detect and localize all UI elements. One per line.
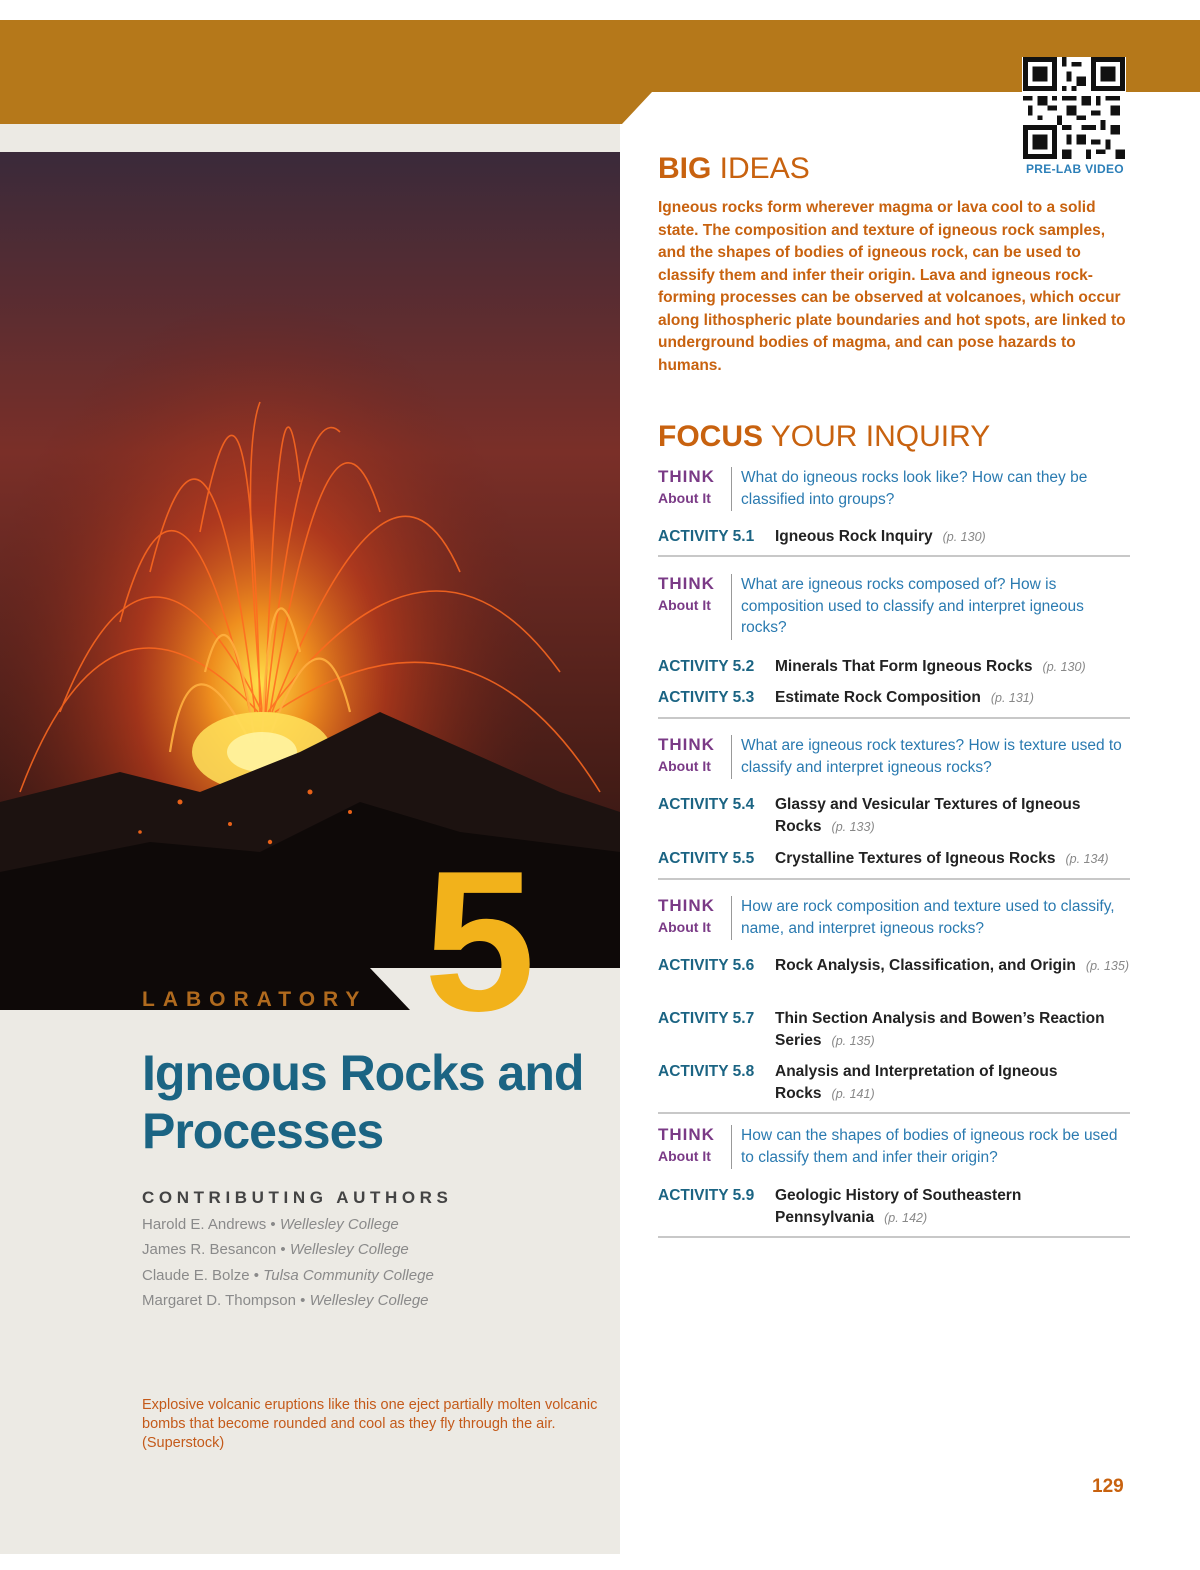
think-about-it-block (658, 467, 1128, 513)
activity-page: (p. 141) (831, 1087, 875, 1101)
activity-page: (p. 133) (831, 820, 875, 834)
activity-number: ACTIVITY 5.8 (658, 1063, 755, 1080)
think-about-it-block (658, 735, 1128, 781)
think-question: What are igneous rocks composed of? How is composition used to classify and interpret igneous rocks? (741, 576, 1084, 636)
think-about-it-block (658, 1125, 1128, 1171)
think-question: What are igneous rock textures? How is texture used to classify and interpret igneous rocks? (741, 737, 1122, 776)
activity-number: ACTIVITY 5.5 (658, 850, 755, 867)
chapter-title-line-1: Igneous Rocks and (142, 1045, 584, 1101)
activity-number: ACTIVITY 5.7 (658, 1010, 755, 1027)
qr-code[interactable] (1022, 57, 1126, 159)
about-it-label: About It (658, 1148, 711, 1164)
activity-page: (p. 135) (831, 1034, 875, 1048)
about-it-label: About It (658, 919, 711, 935)
activity-title: Rock Analysis, Classification, and Origin (775, 957, 1076, 974)
activity-number: ACTIVITY 5.6 (658, 957, 755, 974)
activity-number: ACTIVITY 5.4 (658, 796, 755, 813)
activity-title: Geologic History of Southeastern Pennsylvania (775, 1187, 1022, 1226)
think-divider (731, 735, 732, 779)
activity-title: Crystalline Textures of Igneous Rocks (775, 850, 1056, 867)
activity-title: Glassy and Vesicular Textures of Igneous Rocks (775, 796, 1081, 835)
think-divider (731, 1125, 732, 1169)
about-it-label: About It (658, 758, 711, 774)
think-about-it-block (658, 574, 1128, 642)
chapter-title (142, 1044, 612, 1160)
activity-title: Estimate Rock Composition (775, 689, 981, 706)
think-about-it-block (658, 896, 1128, 942)
think-label: THINK (658, 574, 715, 593)
activity-title: Igneous Rock Inquiry (775, 528, 933, 545)
think-label: THINK (658, 1125, 715, 1144)
think-label: THINK (658, 467, 715, 486)
big-ideas-text: Igneous rocks form wherever magma or lava cool to a solid state. The composition and texture of igneous rock samples, and the shapes of bodies of igneous rock, can be used to classify them and infer their origin. Lava and igneous rock-forming processes can be observed at volcanoes, which occur along lithospheric plate boundaries and hot spots, are linked to underground bodies of magma, and can pose hazards to humans. (658, 199, 1126, 374)
think-label: THINK (658, 896, 715, 915)
activity-page: (p. 130) (1042, 660, 1086, 674)
activity-page: (p. 135) (1085, 959, 1129, 973)
page-number: 129 (1092, 1476, 1124, 1497)
section-divider (658, 1112, 1130, 1114)
think-question: How can the shapes of bodies of igneous rock be used to classify them and infer their origin? (741, 1127, 1118, 1166)
activity-page: (p. 130) (942, 530, 986, 544)
think-question: What do igneous rocks look like? How can they be classified into groups? (741, 469, 1088, 508)
photo-caption: Explosive volcanic eruptions like this one eject partially molten volcanic bombs that become rounded and cool as they fly through the air. (Superstock) (142, 1397, 598, 1451)
activity-number: ACTIVITY 5.9 (658, 1187, 755, 1204)
activity-number: ACTIVITY 5.3 (658, 689, 755, 706)
chapter-title-line-2: Processes (142, 1103, 384, 1159)
activity-page: (p. 142) (884, 1211, 928, 1225)
chapter-number: 5 (424, 830, 532, 1053)
section-divider (658, 555, 1130, 557)
about-it-label: About It (658, 597, 711, 613)
think-divider (731, 574, 732, 640)
section-divider (658, 717, 1130, 719)
laboratory-label: LABORATORY (142, 988, 368, 1011)
activity-title: Minerals That Form Igneous Rocks (775, 658, 1033, 675)
activity-title: Thin Section Analysis and Bowen’s Reaction Series (775, 1010, 1105, 1049)
think-label: THINK (658, 735, 715, 754)
activity-title: Analysis and Interpretation of Igneous Rocks (775, 1063, 1058, 1102)
activity-page: (p. 131) (990, 691, 1034, 705)
contributing-authors-heading: CONTRIBUTING AUTHORS (142, 1188, 453, 1207)
activity-page: (p. 134) (1065, 852, 1109, 866)
pre-lab-video-label[interactable]: PRE-LAB VIDEO (1026, 162, 1124, 176)
think-divider (731, 896, 732, 940)
big-ideas-heading: BIG IDEAS (658, 152, 810, 185)
focus-inquiry-heading: FOCUS YOUR INQUIRY (658, 420, 991, 453)
author-item: Claude E. Bolze • Tulsa Community College (142, 1267, 434, 1284)
think-divider (731, 467, 732, 511)
author-item: Harold E. Andrews • Wellesley College (142, 1216, 399, 1233)
section-divider (658, 878, 1130, 880)
activity-number: ACTIVITY 5.1 (658, 528, 755, 545)
author-item: James R. Besancon • Wellesley College (142, 1241, 409, 1258)
section-divider (658, 1236, 1130, 1238)
think-question: How are rock composition and texture used to classify, name, and interpret igneous rocks? (741, 898, 1115, 937)
activity-number: ACTIVITY 5.2 (658, 658, 755, 675)
author-item: Margaret D. Thompson • Wellesley College (142, 1292, 429, 1309)
about-it-label: About It (658, 490, 711, 506)
